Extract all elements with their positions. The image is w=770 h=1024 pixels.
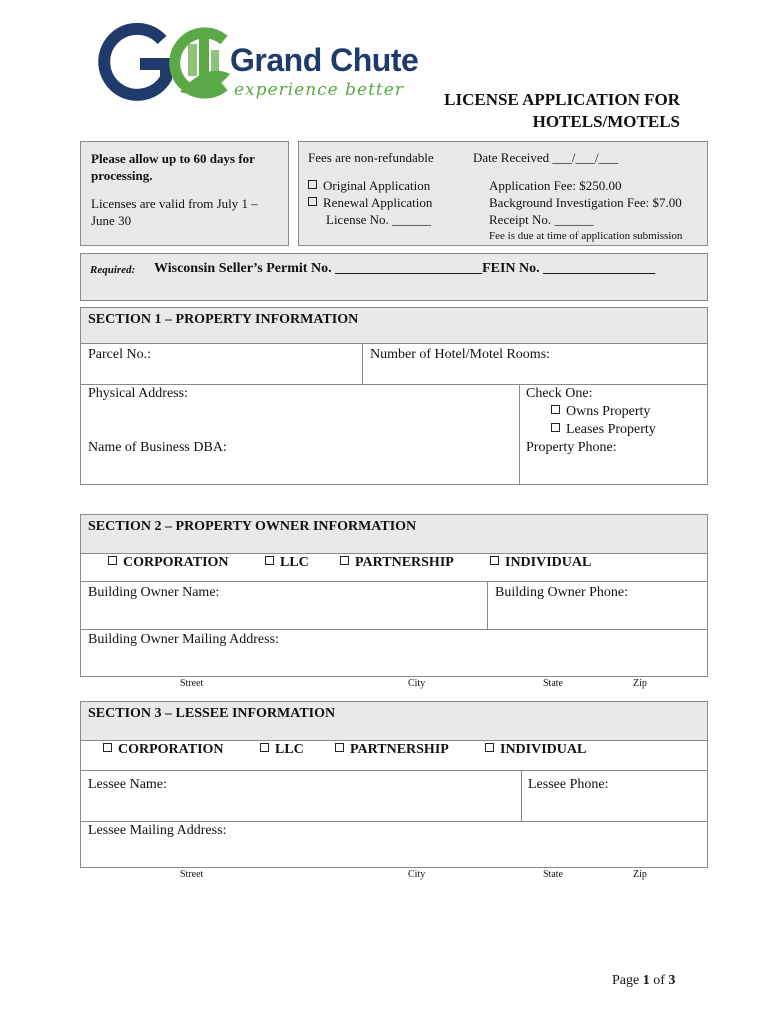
business-dba-field[interactable]: Name of Business DBA: — [88, 440, 227, 455]
page-title-line2: HOTELS/MOTELS — [532, 112, 680, 131]
logo-wordmark: Grand Chute — [230, 42, 419, 78]
section-1-heading: SECTION 1 – PROPERTY INFORMATION — [88, 312, 359, 327]
owner-mailing-address-field[interactable]: Building Owner Mailing Address: — [88, 632, 279, 647]
grand-chute-logo — [96, 22, 436, 104]
processing-note: Please allow up to 60 days for processing. — [91, 151, 255, 183]
section-1 — [80, 307, 708, 485]
validity-note: Licenses are valid from July 1 – June 30 — [91, 196, 258, 228]
owns-property-option[interactable]: Owns Property — [551, 404, 650, 420]
permit-fein-field[interactable]: Wisconsin Seller’s Permit No. _____________________FEIN No. ________________ — [154, 261, 656, 276]
checkbox-icon[interactable] — [490, 556, 499, 565]
checkbox-icon[interactable] — [551, 423, 560, 432]
owner-corporation-option[interactable]: CORPORATION — [108, 555, 229, 571]
lessee-name-field[interactable]: Lessee Name: — [88, 777, 167, 792]
checkbox-icon[interactable] — [335, 743, 344, 752]
rooms-field[interactable]: Number of Hotel/Motel Rooms: — [370, 347, 551, 362]
lessee-address-part-zip: Zip — [633, 869, 647, 880]
checkbox-icon[interactable] — [551, 405, 560, 414]
license-number: License No. ______ — [326, 212, 432, 227]
original-application-option[interactable]: Original Application — [308, 177, 430, 194]
lessee-address-part-city: City — [408, 869, 426, 880]
office-use-box — [298, 141, 708, 246]
checkbox-icon[interactable] — [260, 743, 269, 752]
owner-name-field[interactable]: Building Owner Name: — [88, 585, 220, 600]
page-number: Page 1 of 3 — [612, 973, 676, 988]
section-3-heading: SECTION 3 – LESSEE INFORMATION — [88, 706, 336, 721]
checkbox-icon[interactable] — [308, 197, 317, 206]
lessee-mailing-address-field[interactable]: Lessee Mailing Address: — [88, 823, 227, 838]
owner-partnership-option[interactable]: PARTNERSHIP — [340, 555, 454, 571]
address-part-state: State — [543, 678, 563, 689]
gc-logo-mark-icon — [96, 22, 232, 104]
page-title-line1: LICENSE APPLICATION FOR — [444, 90, 680, 109]
section-3 — [80, 701, 708, 868]
check-one-label: Check One: — [526, 386, 593, 401]
lessee-individual-option[interactable]: INDIVIDUAL — [485, 742, 586, 758]
lessee-address-part-state: State — [543, 869, 563, 880]
background-fee: Background Investigation Fee: $7.00 — [489, 195, 682, 210]
property-phone-field[interactable]: Property Phone: — [526, 440, 617, 455]
processing-info-box — [80, 141, 289, 246]
checkbox-icon[interactable] — [485, 743, 494, 752]
renewal-application-option[interactable]: Renewal Application — [308, 194, 432, 211]
lessee-corporation-option[interactable]: CORPORATION — [103, 742, 224, 758]
leases-property-option[interactable]: Leases Property — [551, 422, 656, 438]
physical-address-field[interactable]: Physical Address: — [88, 386, 188, 401]
checkbox-icon[interactable] — [340, 556, 349, 565]
application-fee: Application Fee: $250.00 — [489, 178, 622, 193]
logo-tagline: experience better — [234, 80, 404, 100]
address-part-street: Street — [180, 678, 204, 689]
address-part-city: City — [408, 678, 426, 689]
checkbox-icon[interactable] — [308, 180, 317, 189]
checkbox-icon[interactable] — [103, 743, 112, 752]
lessee-partnership-option[interactable]: PARTNERSHIP — [335, 742, 449, 758]
fee-due-note: Fee is due at time of application submission — [489, 230, 683, 242]
receipt-number: Receipt No. ______ — [489, 212, 594, 227]
date-received: Date Received ___/___/___ — [473, 150, 619, 165]
lessee-llc-option[interactable]: LLC — [260, 742, 304, 758]
checkbox-icon[interactable] — [265, 556, 274, 565]
owner-phone-field[interactable]: Building Owner Phone: — [495, 585, 628, 600]
fees-note: Fees are non-refundable — [308, 150, 434, 165]
required-ids-box — [80, 253, 708, 301]
section-2-heading: SECTION 2 – PROPERTY OWNER INFORMATION — [88, 519, 417, 534]
owner-individual-option[interactable]: INDIVIDUAL — [490, 555, 591, 571]
lessee-address-part-street: Street — [180, 869, 204, 880]
address-part-zip: Zip — [633, 678, 647, 689]
lessee-phone-field[interactable]: Lessee Phone: — [528, 777, 609, 792]
section-2 — [80, 514, 708, 677]
owner-llc-option[interactable]: LLC — [265, 555, 309, 571]
checkbox-icon[interactable] — [108, 556, 117, 565]
required-label: Required: — [90, 264, 136, 276]
parcel-field[interactable]: Parcel No.: — [88, 347, 151, 362]
